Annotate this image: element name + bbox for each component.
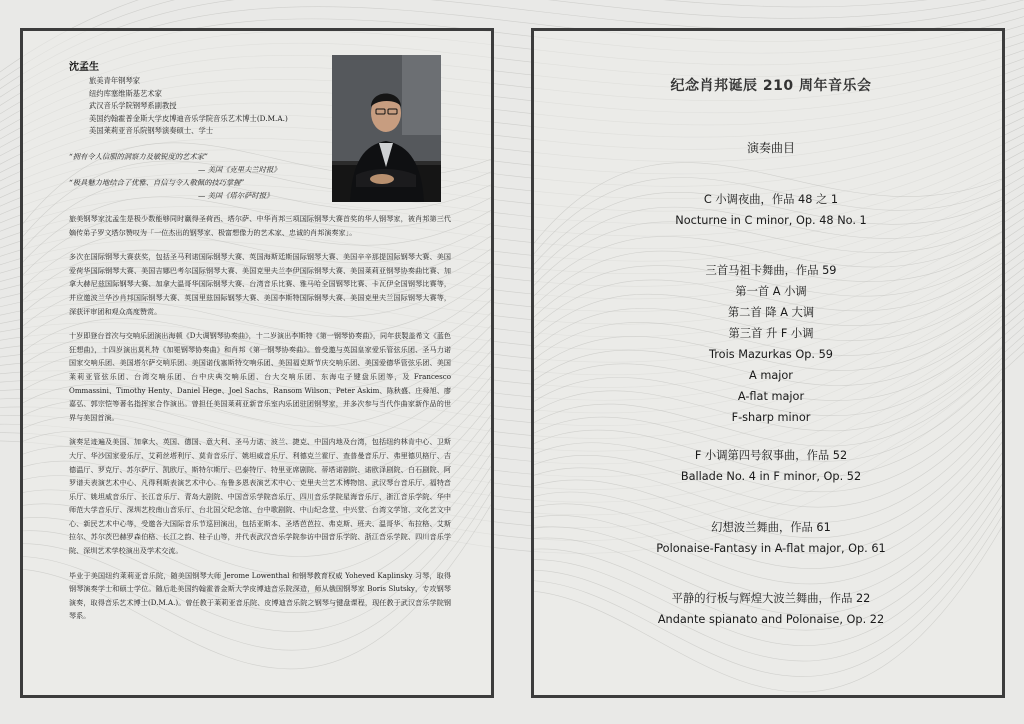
- credential-line: 美国约翰霍普金斯大学皮博迪音乐学院音乐艺术博士(D.M.A.): [89, 113, 288, 123]
- quote-text: “拥有令人信服的洞察力及敏锐度的艺术家”: [69, 152, 208, 161]
- quote-source: — 美国《克里夫兰时报》: [198, 165, 281, 174]
- program-panel: [531, 28, 1005, 698]
- concert-title: 纪念肖邦诞辰 210 周年音乐会: [670, 78, 872, 94]
- program-item: [534, 588, 1005, 630]
- piece-line: Ballade No. 4 in F minor, Op. 52: [680, 470, 862, 483]
- program-subtitle: 演奏曲目: [746, 141, 795, 155]
- pianist-name: 沈孟生: [69, 62, 99, 73]
- program-item: [534, 260, 1005, 428]
- bio-paragraph: 毕业于美国纽约莱莉亚音乐院，随美国钢琴大师 Jerome Lowenthal 和钢琴教育权威 Yoheved Kaplinsky 习琴，取得钢琴演奏学士和硕士学位。随后赴美国约翰霍普金斯大学皮博迪音乐院深造，师从俄国钢琴家 Boris Slutsky，专攻钢琴演奏，取得音乐艺术博士(D.M.A.)。曾任教于莱莉亚音乐院、皮博迪音乐院之钢琴与键盘课程，现任教于武汉音乐学院钢琴系。: [69, 570, 451, 621]
- piece-line: 第三首 升 F 小调: [728, 327, 814, 340]
- quote-source: — 美国《塔尔萨时报》: [198, 191, 274, 200]
- bio-paragraph: 多次在国际钢琴大赛获奖，包括圣马利诺国际钢琴大赛、英国海斯廷斯国际钢琴大赛、美国辛辛那提国际钢琴大赛、美国爱荷华国际钢琴大赛、美国吉娜巴考尔国际钢琴大赛、美国克里夫兰李伊国际钢琴大赛、美国莱莉亚钢琴协奏曲比赛、加拿大赫尼兹国际钢琴大赛、加拿大温哥华国际钢琴大赛、台湾音乐比赛、雅马哈全国钢琴比赛、卡瓦伊全国钢琴比赛等，并应邀波兰华沙肖邦国际钢琴大赛、英国里兹国际钢琴大赛、美国李斯特国际钢琴大赛、美国克里夫兰国际钢琴大赛等，深获评审团和观众高度赞赏。: [69, 252, 451, 316]
- piece-line: 三首马祖卡舞曲，作品 59: [705, 264, 837, 277]
- pianist-photo: [332, 55, 441, 202]
- bio-header: [69, 58, 339, 138]
- credential-line: 武汉音乐学院钢琴系副教授: [89, 101, 177, 111]
- piece-line: Trois Mazurkas Op. 59: [709, 348, 833, 361]
- program-item: [534, 517, 1005, 559]
- credential-line: 纽约库塞维斯基艺术家: [89, 88, 162, 98]
- piece-line: 幻想波兰舞曲，作品 61: [711, 521, 831, 534]
- piece-line: Polonaise-Fantasy in A-flat major, Op. 61: [656, 542, 886, 555]
- credential-line: 旅美青年钢琴家: [89, 76, 141, 85]
- piece-line: C 小调夜曲，作品 48 之 1: [703, 193, 839, 206]
- piece-line: F-sharp minor: [731, 411, 811, 424]
- piece-line: F 小调第四号叙事曲，作品 52: [694, 449, 848, 462]
- program-item: [534, 445, 1005, 487]
- bio-paragraph: 演奏足迹遍及美国、加拿大、英国、德国、意大利、圣马力诺、波兰、捷克、中国内地及台湾，包括纽约林肯中心、卫斯大厅、华沙国家爱乐厅、艾莉丝塔利厅、莫肯音乐厅、姚坦威音乐厅、利德克兰霍厅、查普曼音乐厅、弗里德贝格厅、吉德温厅、罗克厅、苏尔萨厅、凯欧厅、斯特尔斯厅、巴泰特厅、特里亚席剧院、蒂塔诺剧院、诺欧泽剧院、白石剧院、阿罗谱夫表演艺术中心、凡得利斯表演艺术中心、布鲁多恩表演艺术中心、克里夫兰艺术博物馆、武汉琴台音乐厅、福特音乐厅、姚坦威音乐厅、长江音乐厅、青岛大剧院、中国音乐学院音乐厅、四川音乐学院星海音乐厅、浙江音乐学院、华中师范大学音乐厅、深圳艺校南山音乐厅、台北国父纪念馆、台中歌剧院、中山纪念堂、中兴堂、台湾文学馆、文化艺文中心、新民艺术中心等，受邀各大国际音乐节巡回演出，包括亚斯本、圣塔芭芭拉、弗克斯、班夫、温哥华、布拉格、艾斯拉尔、苏尔茨巴赫罗森伯格、长江之韵、桂子山等，并代表武汉音乐学院参访中国音乐学院、浙江音乐学院、四川音乐学院、深圳艺术学校演出及学术交流。: [69, 437, 451, 556]
- program-item: [534, 189, 1005, 231]
- bio-paragraph: 旅美钢琴家沈孟生是极少数能够同时赢得圣荷西、塔尔萨、中华肖邦三项国际钢琴大赛首奖的华人钢琴家，被肖邦第三代嫡传弟子罗文塔尔赞叹为「一位杰出的钢琴家、极富想像力的艺术家、忠诚的肖邦演奏家」。: [69, 214, 451, 237]
- piece-line: 第二首 降 A 大调: [727, 306, 815, 319]
- quote-text: “极具魅力地结合了优雅、自信与令人敬佩的技巧掌握”: [69, 178, 245, 187]
- bio-paragraph: 十岁即登台首次与交响乐团演出海顿《D大调钢琴协奏曲》，十二岁演出李斯特《第一钢琴协奏曲》，同年获製盖希文《蓝色狂想曲》，十四岁演出莫札特《加冕钢琴协奏曲》和肖邦《第一钢琴协奏曲》。曾受邀与英国皇家爱乐管弦乐团、圣马力诺国家交响乐团、美国塔尔萨交响乐团、美国诺伐塞斯特交响乐团、美国福克斯节庆交响乐团、美国爱德华管弦乐团、美国莱莉亚管弦乐团、台湾交响乐团、台中庆典交响乐团、台大交响乐团、东海屯子键盘乐团等，及 Francesco Ommassini、Timothy Henty、Daniel Hege、Joel Sachs、Ransom Wilson、Peter Askim、陈秋盛、庄舜旭、廖嘉弘、郭宗恺等著名指挥家合作演出。曾担任美国莱莉亚新音乐室内乐团驻团钢琴家，并多次参与当代作曲家新作品的世界与美国首演。: [69, 331, 451, 422]
- biography-text: [69, 212, 451, 634]
- piece-line: Nocturne in C minor, Op. 48 No. 1: [675, 214, 867, 227]
- piece-line: A-flat major: [737, 390, 805, 403]
- biography-panel: [20, 28, 494, 698]
- piece-line: A major: [749, 369, 793, 382]
- piece-line: 第一首 A 小调: [735, 285, 807, 298]
- press-quotes: [69, 150, 339, 202]
- piece-line: Andante spianato and Polonaise, Op. 22: [657, 613, 885, 626]
- piece-line: 平静的行板与辉煌大波兰舞曲，作品 22: [671, 592, 871, 605]
- credential-line: 美国莱莉亚音乐院钢琴演奏硕士、学士: [89, 126, 214, 136]
